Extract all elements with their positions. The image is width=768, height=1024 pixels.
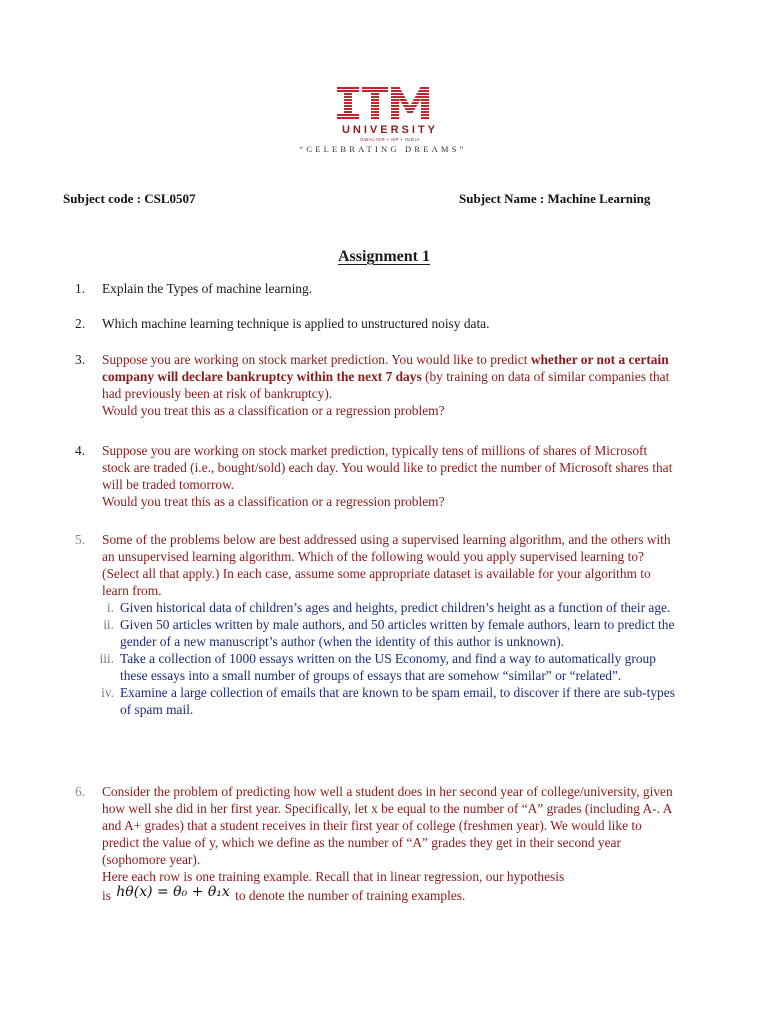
question-1: [75, 280, 675, 297]
assignment-title: [0, 248, 768, 266]
university-logo: [288, 84, 478, 154]
question-subtext: Would you treat this as a classification or a regression problem?: [102, 494, 445, 509]
sub-item-ii: [103, 616, 675, 650]
subject-name: Subject Name : Machine Learning: [459, 191, 651, 206]
formula-suffix: to denote the number of training examples.: [231, 888, 466, 903]
question-text: Suppose you are working on stock market prediction, typically tens of millions of shares of Microsoft stock are traded (i.e., bought/sold) each day. You would like to predict the number of Microsoft shares that will be traded tomorrow.: [102, 443, 673, 492]
sub-item-text: Examine a large collection of emails that are known to be spam email, to discover if there are sub-types of spam mail.: [120, 685, 675, 717]
question-text: Some of the problems below are best addressed using a supervised learning algorithm, and the others with an unsupervised learning algorithm. Which of the following would you apply supervised learning to? (Select all that apply.) In each case, assume some appropriate dataset is available for your algorithm to learn from.: [102, 532, 671, 598]
question-number: 2.: [75, 316, 86, 331]
question-4: [75, 442, 675, 510]
question-formula-line: [102, 884, 675, 905]
question-number: 3.: [75, 352, 86, 367]
subject-code: Subject code : CSL0507: [63, 191, 196, 206]
sub-item-text: Given historical data of children’s ages and heights, predict children’s height as a function of their age.: [120, 600, 671, 615]
logo-location-text: GWALIOR • MP • INDIA: [360, 137, 420, 142]
logo-tagline: “CELEBRATING DREAMS”: [299, 144, 467, 154]
formula-prefix: is: [102, 888, 115, 903]
sub-item-text: Given 50 articles written by male authors, and 50 articles written by female authors, learn to predict the gender of a new manuscript’s author (when the identity of this author is unknown).: [120, 617, 675, 649]
itm-logo-letters: [335, 84, 431, 122]
question-6: [75, 783, 675, 905]
question-number: 4.: [75, 443, 86, 458]
question-number: 1.: [75, 281, 86, 296]
hypothesis-formula: hθ(x) = θ₀ + θ₁x: [116, 884, 230, 900]
sub-item-iii: [99, 650, 675, 684]
question-5: [75, 531, 675, 718]
question-text-part: (by training on data of similar companies that had previously been at risk of bankruptcy).: [102, 369, 670, 401]
sub-item-numeral: iii.: [99, 651, 114, 666]
sub-item-i: [106, 599, 675, 616]
question-number: 6.: [75, 784, 86, 799]
question-text: Consider the problem of predicting how well a student does in her second year of college/university, given how well she did in her first year. Specifically, let x be equal to the number of “A” grades (including A-. A and A+ grades) that a student receives in their first year of college (freshmen year). We would like to predict the value of y, which we define as the number of “A” grades they get in their second year (sophomore year).: [102, 784, 673, 867]
question-subtext: Here each row is one training example. Recall that in linear regression, our hypothesis: [102, 869, 565, 884]
question-2: [75, 315, 675, 332]
question-emphasis: whether or not a certain company will declare bankruptcy within the next 7 days: [102, 352, 669, 384]
question-text: [102, 351, 675, 402]
question-3: [75, 351, 675, 419]
sub-item-iv: [101, 684, 675, 718]
sub-item-numeral: iv.: [101, 685, 114, 700]
question-subtext: Would you treat this as a classification or a regression problem?: [102, 403, 445, 418]
question-text: Which machine learning technique is applied to unstructured noisy data.: [102, 316, 490, 331]
assignment-title-text: Assignment 1: [337, 248, 430, 265]
sub-item-numeral: ii.: [103, 617, 114, 632]
logo-university-text: UNIVERSITY: [341, 124, 438, 136]
sub-item-text: Take a collection of 1000 essays written on the US Economy, and find a way to automatically group these essays into a small number of groups of essays that are somehow “similar” or “related”.: [120, 651, 656, 683]
sub-item-numeral: i.: [106, 600, 114, 615]
question-number: 5.: [75, 532, 86, 547]
question-text: Explain the Types of machine learning.: [102, 281, 313, 296]
question-text-part: Suppose you are working on stock market prediction. You would like to predict: [102, 352, 531, 367]
